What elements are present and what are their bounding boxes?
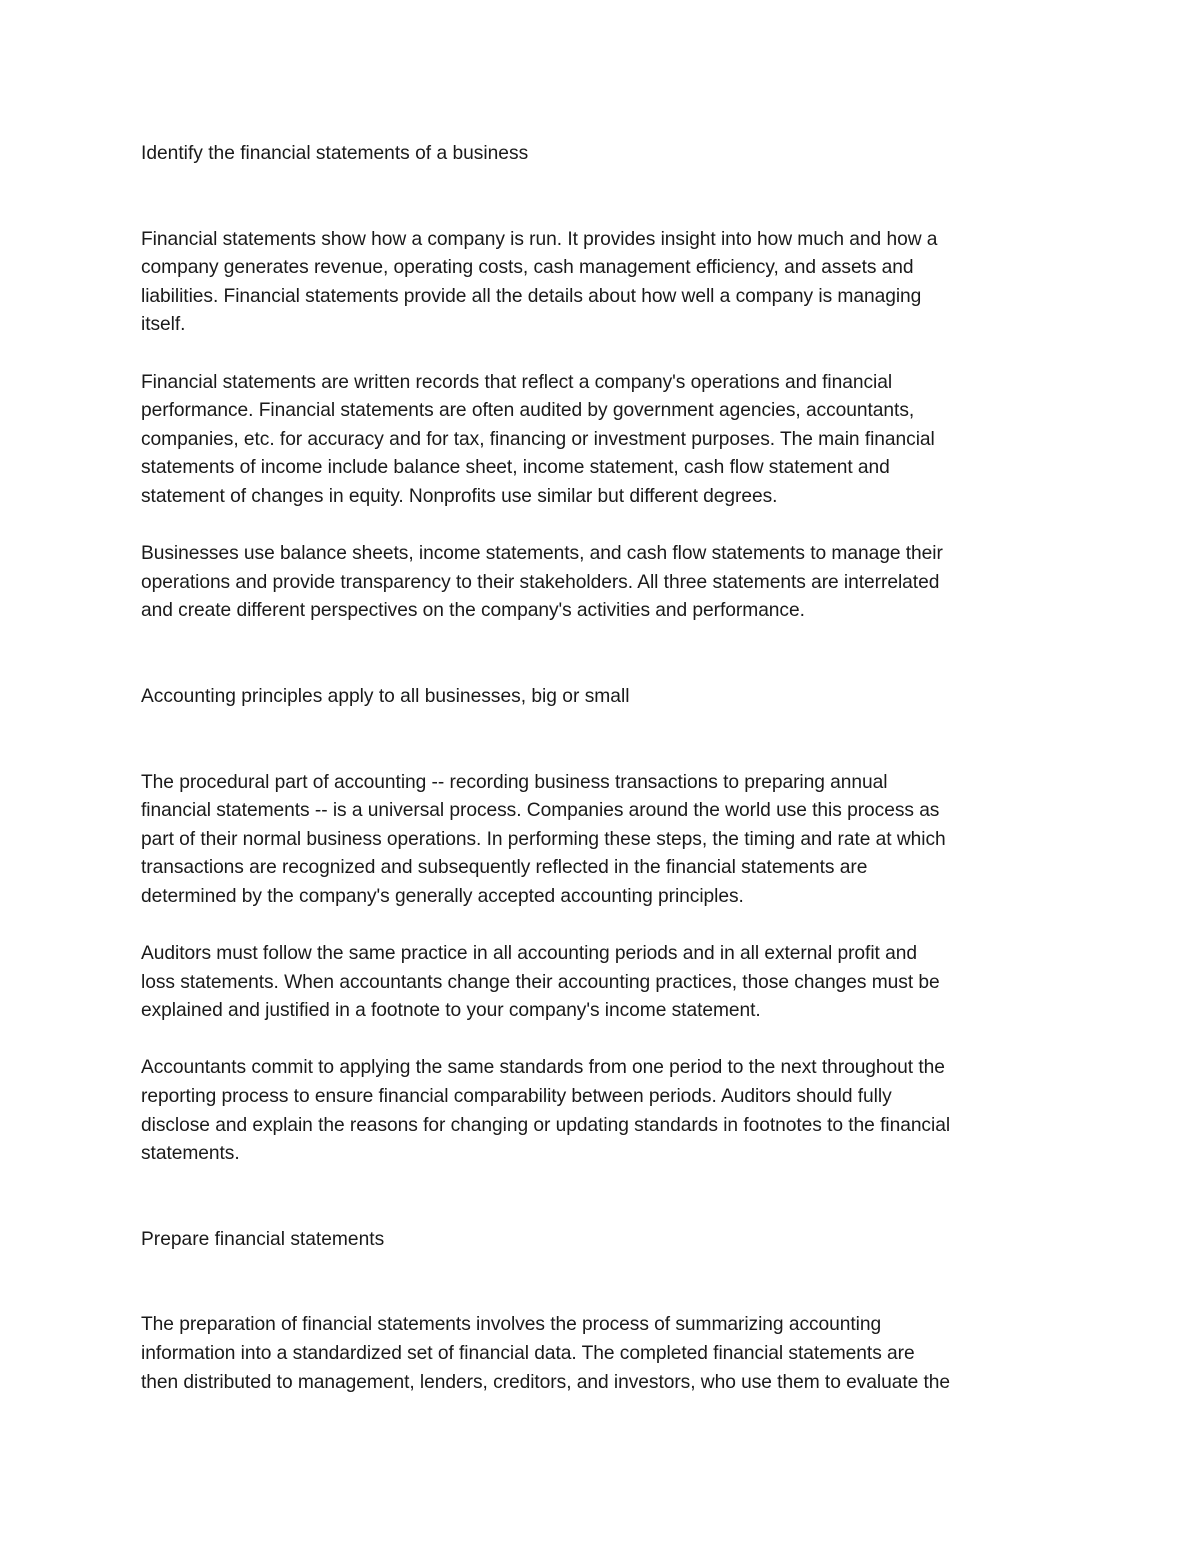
text-line: transactions are recognized and subsequently reflected in the financial statements are	[141, 857, 868, 879]
text-line: information into a standardized set of financial data. The completed financial statements are	[141, 1343, 915, 1364]
text-line: Auditors must follow the same practice in all accounting periods and in all external profit and	[141, 943, 917, 965]
text-line: operations and provide transparency to their stakeholders. All three statements are interrelated	[141, 571, 940, 593]
text-line: company generates revenue, operating costs, cash management efficiency, and assets and	[141, 257, 914, 279]
section-prepare-statements	[141, 1226, 1066, 1397]
section-heading: Accounting principles apply to all businesses, big or small	[141, 685, 630, 707]
text-line: explained and justified in a footnote to your company's income statement.	[141, 1000, 761, 1022]
text-line: Accountants commit to applying the same standards from one period to the next throughout the	[141, 1057, 945, 1079]
text-line: liabilities. Financial statements provide all the details about how well a company is managing	[141, 285, 922, 307]
text-line: statements of income include balance sheet, income statement, cash flow statement and	[141, 457, 890, 479]
text-line: determined by the company's generally accepted accounting principles.	[141, 885, 744, 907]
paragraph	[141, 369, 1066, 512]
text-line: and create different perspectives on the company's activities and performance.	[141, 600, 805, 622]
text-line: companies, etc. for accuracy and for tax, financing or investment purposes. The main financial	[141, 428, 935, 450]
text-line: Financial statements are written records that reflect a company's operations and financial	[141, 371, 893, 393]
paragraph	[141, 940, 1066, 1026]
section-accounting-principles	[141, 683, 1066, 1169]
document-body	[141, 140, 1066, 1397]
text-line: part of their normal business operations. In performing these steps, the timing and rate at which	[141, 828, 946, 850]
text-line: The preparation of financial statements involves the process of summarizing accounting	[141, 1314, 882, 1336]
text-line: Businesses use balance sheets, income statements, and cash flow statements to manage their	[141, 543, 943, 565]
text-line: disclose and explain the reasons for changing or updating standards in footnotes to the financial	[141, 1114, 951, 1136]
section-financial-statements	[141, 140, 1066, 626]
text-line: statement of changes in equity. Nonprofits use similar but different degrees.	[141, 485, 778, 507]
paragraph	[141, 226, 1066, 340]
text-line: loss statements. When accountants change their accounting practices, those changes must be	[141, 971, 940, 993]
text-line: The procedural part of accounting -- recording business transactions to preparing annual	[141, 771, 888, 793]
section-heading: Identify the financial statements of a business	[141, 143, 529, 164]
text-line: reporting process to ensure financial comparability between periods. Auditors should fully	[141, 1086, 892, 1108]
section-heading: Prepare financial statements	[141, 1228, 385, 1250]
text-line: Financial statements show how a company is run. It provides insight into how much and how a	[141, 228, 938, 250]
text-line: itself.	[141, 314, 186, 336]
paragraph	[141, 1311, 1066, 1397]
text-line: performance. Financial statements are often audited by government agencies, accountants,	[141, 400, 915, 422]
text-line: statements.	[141, 1143, 240, 1165]
text-line: then distributed to management, lenders, creditors, and investors, who use them to evaluate the	[141, 1371, 951, 1393]
paragraph	[141, 540, 1066, 626]
paragraph	[141, 769, 1066, 912]
paragraph	[141, 1054, 1066, 1168]
text-line: financial statements -- is a universal process. Companies around the world use this process as	[141, 800, 940, 822]
